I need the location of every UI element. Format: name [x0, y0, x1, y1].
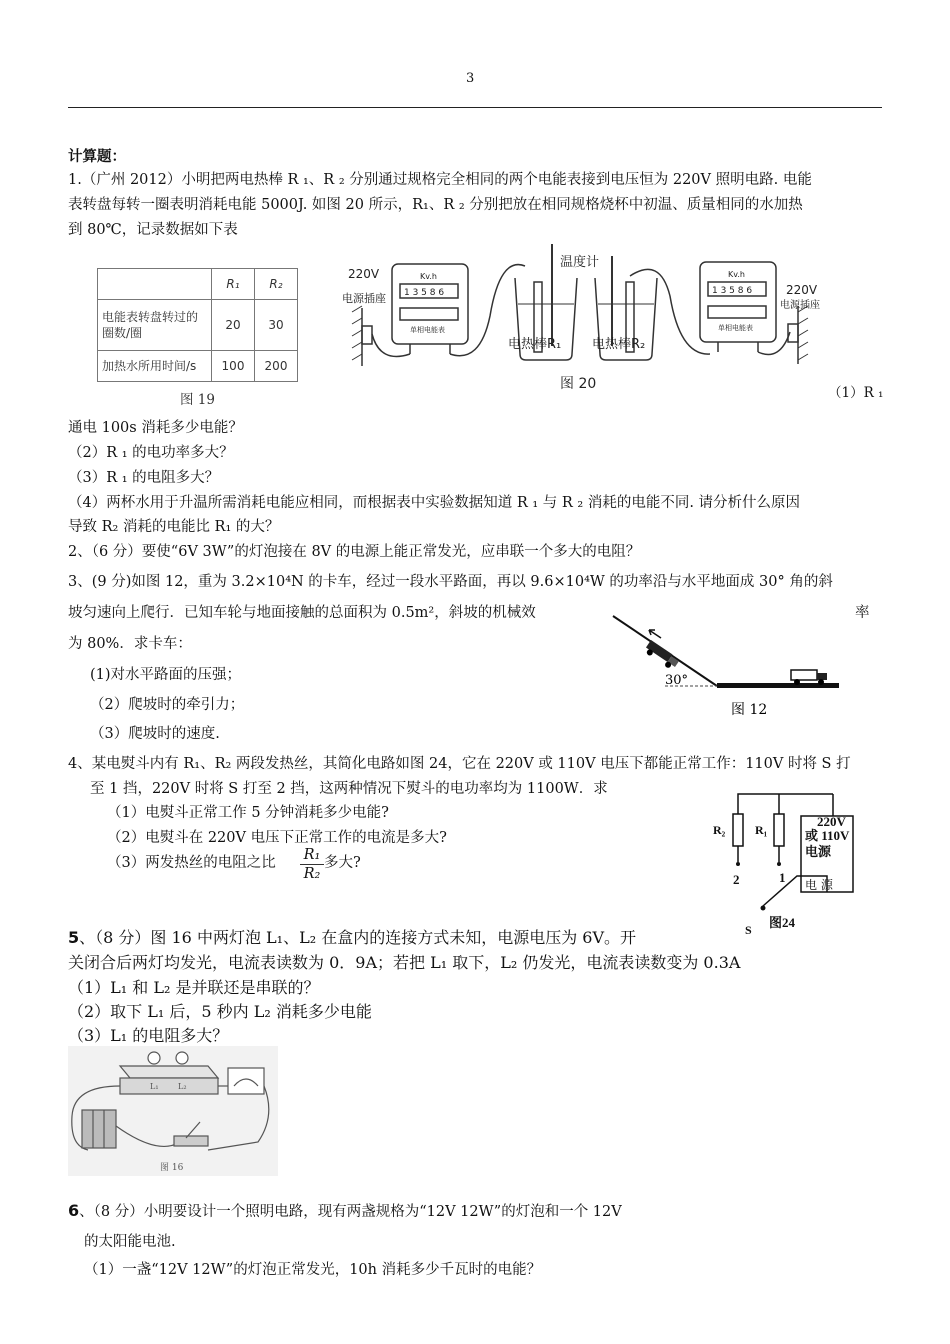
q4-line1: 4、某电熨斗内有 R₁、R₂ 两段发热丝，其简化电路如图 24，它在 220V 或 110V 电压下都能正常工作：110V 时将 S 打	[68, 756, 851, 772]
q6-number: 6	[68, 1201, 80, 1220]
angle-label: 30°	[665, 673, 689, 688]
lamp-box	[120, 1078, 218, 1094]
q5-line1-text: 、（8 分）图 16 中两灯泡 L₁、L₂ 在盒内的连接方式未知，电源电压为 6V。开	[79, 928, 637, 947]
meter-name-right: 单相电能表	[718, 324, 753, 332]
q1-line3: 到 80℃，记录数据如下表	[68, 222, 238, 238]
ratio-fraction	[300, 846, 324, 883]
meter-unit-right: Kv.h	[728, 270, 745, 279]
q5-line1	[68, 925, 636, 948]
bulb-l2	[176, 1052, 188, 1064]
q6-line1	[68, 1200, 622, 1221]
q3-sub3: （3）爬坡时的速度.	[90, 726, 220, 742]
fig24-caption: 图24	[769, 915, 796, 930]
resistor-r2	[733, 814, 743, 846]
q2-text: 2、（6 分）要使“6V 3W”的灯泡接在 8V 的电源上能正常发光，应串联一个多大的电阻？	[68, 544, 641, 560]
label-socket-left: 电源插座	[342, 292, 386, 305]
table-cell: 加热水所用时间/s	[98, 351, 212, 382]
label-220v-right: 220V	[786, 283, 818, 297]
meter-digits-right: 1 3 5 8 6	[712, 286, 753, 296]
label-110v: 或 110V	[805, 828, 850, 843]
section-title: 计算题：	[68, 148, 126, 165]
q3-line2a: 坡匀速向上爬行．已知车轮与地面接触的总面积为 0.5m²，斜坡的机械效	[68, 605, 536, 621]
q3-sub1: (1)对水平路面的压强；	[90, 667, 242, 683]
label-pos1: 1	[779, 870, 786, 885]
fig12-caption: 图 12	[731, 702, 768, 718]
resistor-r1	[774, 814, 784, 846]
q4-sub1: （1）电熨斗正常工作 5 分钟消耗多少电能?	[107, 805, 389, 821]
table-header-cell: R₁	[212, 269, 255, 300]
label-thermometer: 温度计	[560, 255, 600, 270]
label-r2: R₂	[713, 823, 726, 837]
table-cell: 电能表转盘转过的圈数/圈	[98, 300, 212, 351]
q3-sub2: （2）爬坡时的牵引力；	[90, 697, 245, 713]
q6-line1-text: 、（8 分）小明要设计一个照明电路，现有两盏规格为“12V 12W”的灯泡和一个 12V	[79, 1204, 622, 1220]
table-cell: 100	[212, 351, 255, 382]
q5-sub2: （2）取下 L₁ 后，5 秒内 L₂ 消耗多少电能	[68, 1002, 372, 1021]
label-pos2: 2	[733, 872, 740, 887]
battery	[82, 1110, 116, 1148]
wire	[372, 334, 410, 357]
fig16-diagram	[68, 1046, 278, 1176]
q4-line2: 至 1 挡，220V 时将 S 打至 2 挡，这两种情况下熨斗的电功率均为 1100W．求	[90, 781, 608, 797]
ammeter	[228, 1068, 264, 1094]
table-header-cell: R₂	[255, 269, 298, 300]
label-source: 电源	[805, 844, 832, 859]
label-socket-right: 电源插座	[780, 300, 820, 311]
header-rule	[68, 107, 882, 108]
switch	[174, 1136, 208, 1146]
label-l1: L₁	[150, 1082, 159, 1091]
data-table	[97, 268, 298, 382]
label-r1: R₁	[755, 823, 768, 837]
fig20-caption: 图 20	[560, 376, 597, 392]
label-rod2: 电热棒R₂	[592, 337, 646, 352]
fig24-circuit	[705, 780, 885, 940]
q5-number: 5	[68, 928, 80, 947]
label-l2: L₂	[178, 1082, 187, 1091]
truck-on-road	[791, 670, 827, 685]
q1-sub2: （2）R ₁ 的电功率多大？	[68, 445, 234, 461]
meter-digits-left: 1 3 5 8 6	[404, 288, 445, 298]
table-header-cell	[98, 269, 212, 300]
wire	[758, 332, 790, 355]
fig19-caption: 图 19	[180, 392, 215, 408]
left-socket	[362, 326, 372, 344]
q4-sub2: （2）电熨斗在 220V 电压下正常工作的电流是多大?	[107, 830, 447, 846]
q3-line3: 为 80%．求卡车：	[68, 636, 192, 652]
q1-sub4b: 导致 R₂ 消耗的电能比 R₁ 的大？	[68, 519, 280, 535]
q1-line2: 表转盘每转一圈表明消耗电能 5000J. 如图 20 所示，R₁、R ₂ 分别把放在相同规格烧杯中初温、质量相同的水加热	[68, 197, 803, 213]
lamp-box-top	[120, 1066, 218, 1078]
label-220v: 220V	[817, 814, 846, 829]
q3-line2b: 率	[855, 605, 870, 621]
ratio-numerator: R₁	[300, 846, 324, 865]
label-source-bottom: 电 源	[805, 878, 833, 892]
bulb-l1	[148, 1052, 160, 1064]
table-row	[98, 300, 298, 351]
page-number: 3	[466, 71, 475, 86]
q4-sub3: （3）两发热丝的电阻之比	[107, 855, 276, 871]
truck-on-slope	[643, 640, 680, 671]
fig20-diagram	[340, 236, 830, 396]
table-header-row	[98, 269, 298, 300]
ratio-denominator: R₂	[303, 866, 321, 882]
label-220v-left: 220V	[348, 267, 380, 281]
q5-sub3: （3）L₁ 的电阻多大？	[68, 1026, 229, 1045]
label-rod1: 电热棒R₁	[508, 337, 562, 352]
table-cell: 200	[255, 351, 298, 382]
q6-sub1: （1）一盏“12V 12W”的灯泡正常发光，10h 消耗多少千瓦时的电能？	[84, 1262, 542, 1278]
q5-line2: 关闭合后两灯均发光，电流表读数为 0．9A；若把 L₁ 取下，L₂ 仍发光，电流表读数变为 0.3A	[68, 953, 741, 972]
q4-sub3-tail: 多大?	[324, 855, 361, 871]
q1-sub1a: （1）R ₁	[828, 385, 884, 401]
wire-top	[738, 794, 833, 814]
table-row	[98, 351, 298, 382]
fig16-caption: 图 16	[160, 1163, 184, 1173]
q1-sub1b: 通电 100s 消耗多少电能？	[68, 420, 243, 436]
table-cell: 20	[212, 300, 255, 351]
q5-sub1: （1）L₁ 和 L₂ 是并联还是串联的？	[68, 978, 320, 997]
fig12-diagram	[605, 612, 845, 722]
q1-line1: 1.（广州 2012）小明把两电热棒 R ₁、R ₂ 分别通过规格完全相同的两个电能表接到电压恒为 220V 照明电路. 电能	[68, 172, 812, 188]
label-switch: S	[745, 923, 752, 937]
meter-name-left: 单相电能表	[410, 326, 445, 334]
table-cell: 30	[255, 300, 298, 351]
q6-line2: 的太阳能电池.	[84, 1234, 176, 1250]
q1-sub4a: （4）两杯水用于升温所需消耗电能应相同，而根据表中实验数据知道 R ₁ 与 R ₂ 消耗的电能不同. 请分析什么原因	[68, 495, 801, 511]
q1-sub3: （3）R ₁ 的电阻多大？	[68, 470, 220, 486]
q3-line1: 3、(9 分)如图 12，重为 3.2×10⁴N 的卡车，经过一段水平路面，再以 9.6×10⁴W 的功率沿与水平地面成 30° 角的斜	[68, 574, 833, 590]
meter-unit-left: Kv.h	[420, 272, 437, 281]
